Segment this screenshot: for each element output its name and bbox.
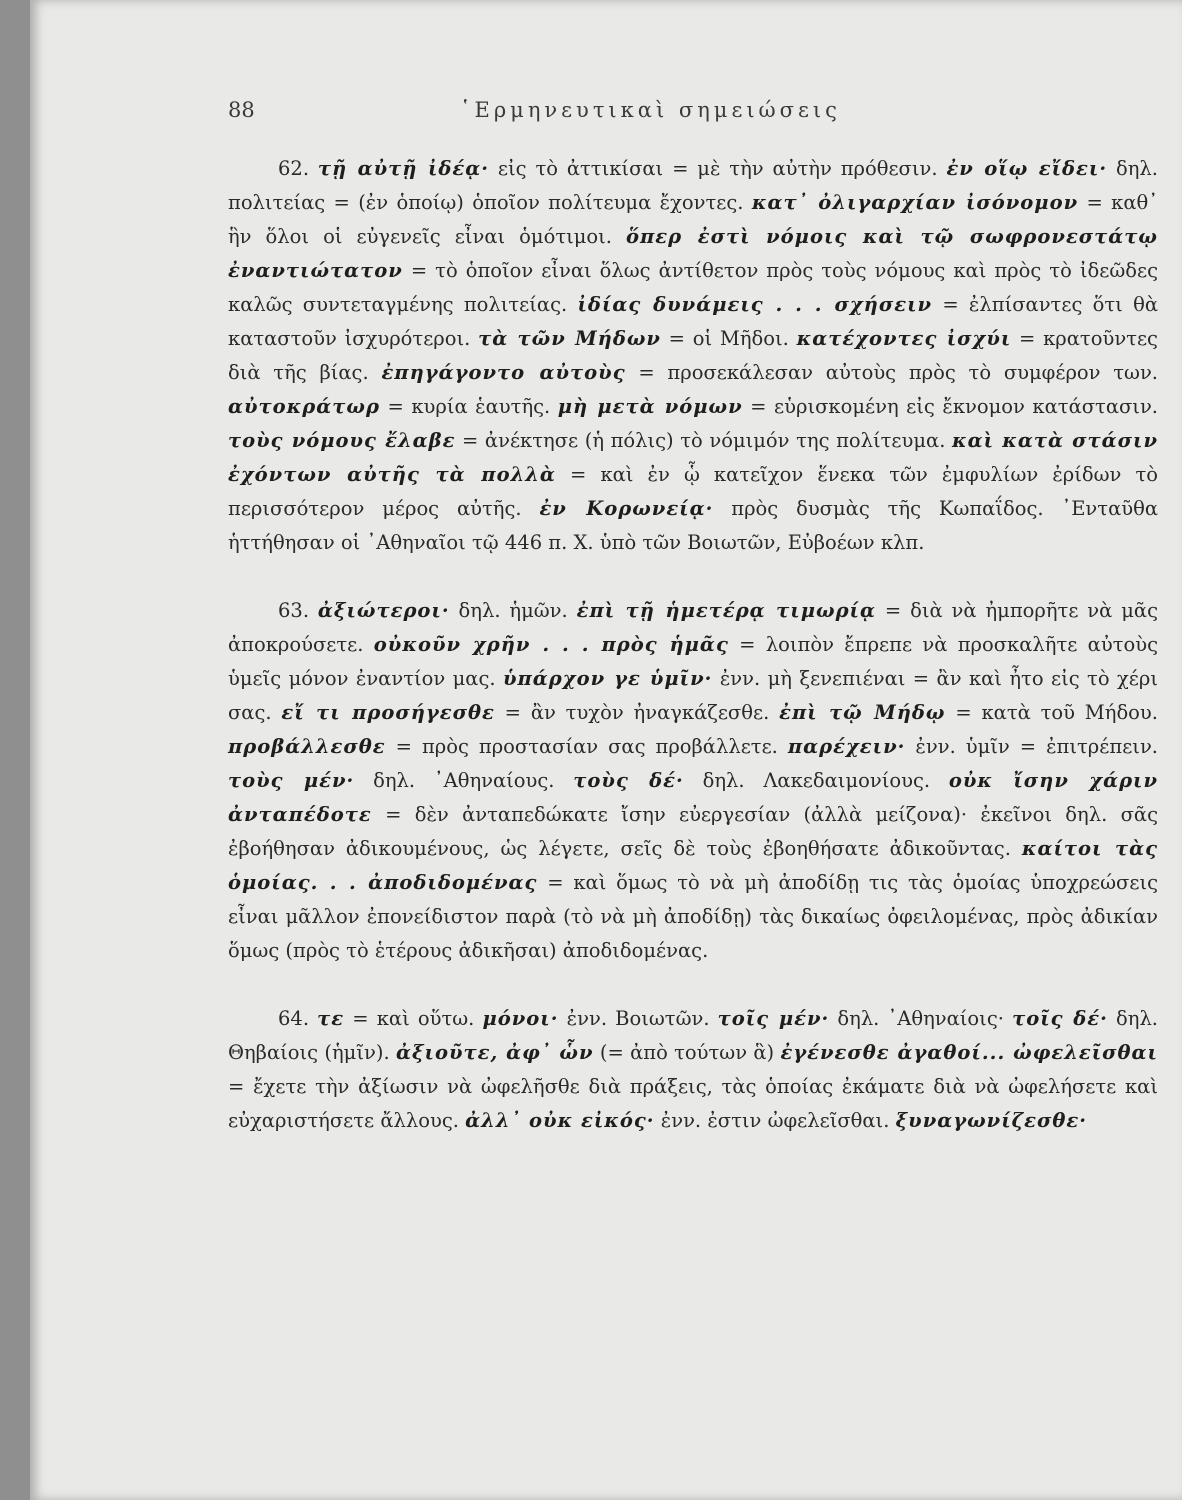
lemma-term: προβάλλεσθε — [228, 735, 386, 758]
commentary-text: ἐνν. ὑμῖν = ἐπιτρέπειν. — [905, 735, 1158, 758]
lemma-term: ἰδίας δυνάμεις . . . σχήσειν — [577, 293, 933, 316]
commentary-text: = κρατοῦντες διὰ τῆς βίας. — [228, 327, 1158, 384]
commentary-text: = ἐλπίσαντες ὅτι θὰ καταστοῦν ἰσχυρότεροι. — [228, 293, 1158, 350]
lemma-term: ἐπὶ τῷ Μήδῳ — [779, 701, 946, 724]
paragraph-63 — [228, 594, 1158, 968]
commentary-text: = λοιπὸν ἔπρεπε νὰ προσκαλῆτε αὐτοὺς ὑμεῖς μόνον ἐναντίον μας. — [228, 633, 1158, 690]
lemma-term: εἴ τι προσήγεσθε — [281, 701, 495, 724]
lemma-term: τῇ αὐτῇ ἰδέᾳ· — [317, 157, 490, 180]
commentary-text: = προσεκάλεσαν αὐτοὺς πρὸς τὸ συμφέρον των. — [625, 361, 1158, 384]
lemma-term: ἀξιώτεροι· — [317, 599, 450, 622]
lemma-term: τε — [317, 1007, 345, 1030]
commentary-text: = εὑρισκομένη εἰς ἔκνομον κατάστασιν. — [742, 395, 1159, 418]
commentary-text: = ἂν τυχὸν ἠναγκάζεσθε. — [494, 701, 780, 724]
commentary-text: δηλ. ἡμῶν. — [449, 599, 577, 622]
commentary-text: ἐνν. μὴ ξενεπιέναι = ἂν καὶ ἦτο εἰς τὸ χέρι σας. — [228, 667, 1158, 724]
lemma-term: τοὺς μέν· — [228, 769, 355, 792]
commentary-text: δηλ. πολιτείας = (ἐν ὁποίῳ) ὁποῖον πολίτευμα ἔχοντες. — [228, 157, 1158, 214]
paragraph-62 — [228, 152, 1158, 560]
commentary-text: (= ἀπὸ τούτων ἃ) — [593, 1041, 781, 1064]
commentary-text: πρὸς δυσμὰς τῆς Κωπαΐδος. ᾽Ενταῦθα ἡττήθησαν οἱ ᾽Αθηναῖοι τῷ 446 π. Χ. ὑπὸ τῶν Βοιωτῶν, Εὐβοέων κλπ. — [228, 497, 1158, 554]
commentary-text: = ἔχετε τὴν ἀξίωσιν νὰ ὠφελῆσθε διὰ πράξεις, τὰς ὁποίας ἐκάματε διὰ νὰ ὠφελήσετε καὶ εὐχαριστήσετε ἄλλους. — [228, 1075, 1158, 1132]
running-title: ῾Ερμηνευτικαὶ σημειώσεις — [460, 98, 841, 122]
lemma-term: οὐκοῦν χρῆν . . . πρὸς ἡμᾶς — [373, 633, 729, 656]
book-page — [30, 0, 1182, 1500]
commentary-text: 62. — [278, 157, 318, 180]
lemma-term: ἀξιοῦτε, ἀφ᾽ ὧν — [395, 1041, 594, 1064]
commentary-text: δηλ. Θηβαίοις (ἡμῖν). — [228, 1007, 1159, 1064]
lemma-term: ἐγένεσθε ἀγαθοί... ὠφελεῖσθαι — [780, 1041, 1158, 1064]
lemma-term: τοῖς μέν· — [717, 1007, 830, 1030]
lemma-term: οὐκ ἴσην χάριν ἀνταπέδοτε — [228, 769, 1159, 826]
lemma-term: ἐν οἵῳ εἴδει· — [946, 157, 1108, 180]
commentary-text: = οἱ Μῆδοι. — [660, 327, 797, 350]
lemma-term: παρέχειν· — [787, 735, 906, 758]
commentary-text: = καὶ ἐν ᾧ κατεῖχον ἕνεκα τῶν ἐμφυλίων ἐρίδων τὸ περισσότερον μέρος αὐτῆς. — [228, 463, 1158, 520]
lemma-term: ὑπάρχον γε ὑμῖν· — [503, 667, 713, 690]
lemma-term: ὅπερ ἐστὶ νόμοις καὶ τῷ σωφρονεστάτῳ ἐναντιώτατον — [228, 225, 1158, 282]
lemma-term: ξυναγωνίζεσθε· — [895, 1109, 1088, 1132]
commentary-text: = πρὸς προστασίαν σας προβάλλετε. — [385, 735, 788, 758]
commentary-text: = κατὰ τοῦ Μήδου. — [945, 701, 1158, 724]
lemma-term: τοῖς δέ· — [1012, 1007, 1108, 1030]
commentary-text: ἐνν. ἐστιν ὠφελεῖσθαι. — [654, 1109, 896, 1132]
lemma-term: τοὺς νόμους ἔλαβε — [228, 429, 456, 452]
commentary-text: = καὶ ὅμως τὸ νὰ μὴ ἀποδίδῃ τις τὰς ὁμοίας ὑποχρεώσεις εἶναι μᾶλλον ἐπονείδιστον παρὰ (τὸ νὰ μὴ ἀποδίδῃ) τὰς δικαίως ὀφειλομένας, πρὸς ἀδικίαν ὅμως (πρὸς τὸ ἑτέρους ἀδικῆσαι) ἀποδιδομένας. — [228, 871, 1159, 962]
commentary-text: δηλ. Λακεδαιμονίους. — [683, 769, 949, 792]
lemma-term: τὰ τῶν Μήδων — [478, 327, 661, 350]
commentary-text: = ἀνέκτησε (ἡ πόλις) τὸ νόμιμόν της πολίτευμα. — [455, 429, 953, 452]
lemma-term: αὐτοκράτωρ — [228, 395, 380, 418]
lemma-term: ἐπὶ τῇ ἡμετέρᾳ τιμωρίᾳ — [576, 599, 876, 622]
commentary-text: = διὰ νὰ ἠμπορῆτε νὰ μᾶς ἀποκρούσετε. — [228, 599, 1158, 656]
commentary-text: δηλ. ᾽Αθηναίους. — [354, 769, 574, 792]
lemma-term: κατέχοντες ἰσχύι — [796, 327, 1012, 350]
commentary-text: = καθ᾽ ἣν ὅλοι οἱ εὐγενεῖς εἶναι ὁμότιμοι. — [228, 191, 1158, 248]
page-number: 88 — [228, 98, 255, 122]
lemma-term: ἐν Κορωνείᾳ· — [539, 497, 714, 520]
lemma-term: ἐπηγάγοντο αὐτοὺς — [381, 361, 626, 384]
page-body — [228, 152, 1158, 1138]
page-header — [228, 98, 958, 132]
lemma-term: καίτοι τὰς ὁμοίας. . . ἀποδιδομένας — [228, 837, 1158, 894]
lemma-term: κατ᾽ ὀλιγαρχίαν ἰσόνομον — [751, 191, 1079, 214]
paragraph-64 — [228, 1002, 1158, 1138]
lemma-term: μόνοι· — [482, 1007, 559, 1030]
lemma-term: τοὺς δέ· — [573, 769, 684, 792]
lemma-term: μὴ μετὰ νόμων — [557, 395, 743, 418]
commentary-text: = κυρία ἑαυτῆς. — [379, 395, 558, 418]
commentary-text: 63. — [278, 599, 318, 622]
commentary-text: = καὶ οὕτω. — [344, 1007, 483, 1030]
commentary-text: = δὲν ἀνταπεδώκατε ἴσην εὐεργεσίαν (ἀλλὰ μείζονα)· ἐκεῖνοι δηλ. σᾶς ἐβοήθησαν ἀδικουμένους, ὡς λέγετε, σεῖς δὲ τοὺς ἐβοηθήσατε ἀδικοῦντας. — [228, 803, 1158, 860]
commentary-text: δηλ. ᾽Αθηναίοις· — [829, 1007, 1013, 1030]
lemma-term: καὶ κατὰ στάσιν ἐχόντων αὐτῆς τὰ πολλὰ — [228, 429, 1159, 486]
commentary-text: 64. — [278, 1007, 318, 1030]
commentary-text: εἰς τὸ ἀττικίσαι = μὲ τὴν αὐτὴν πρόθεσιν. — [489, 157, 947, 180]
commentary-text: = τὸ ὁποῖον εἶναι ὅλως ἀντίθετον πρὸς τοὺς νόμους καὶ πρὸς τὸ ἰδεῶδες καλῶς συντεταγμένης πολιτείας. — [228, 259, 1158, 316]
commentary-text: ἐνν. Βοιωτῶν. — [558, 1007, 718, 1030]
lemma-term: ἀλλ᾽ οὐκ εἰκός· — [465, 1109, 655, 1132]
